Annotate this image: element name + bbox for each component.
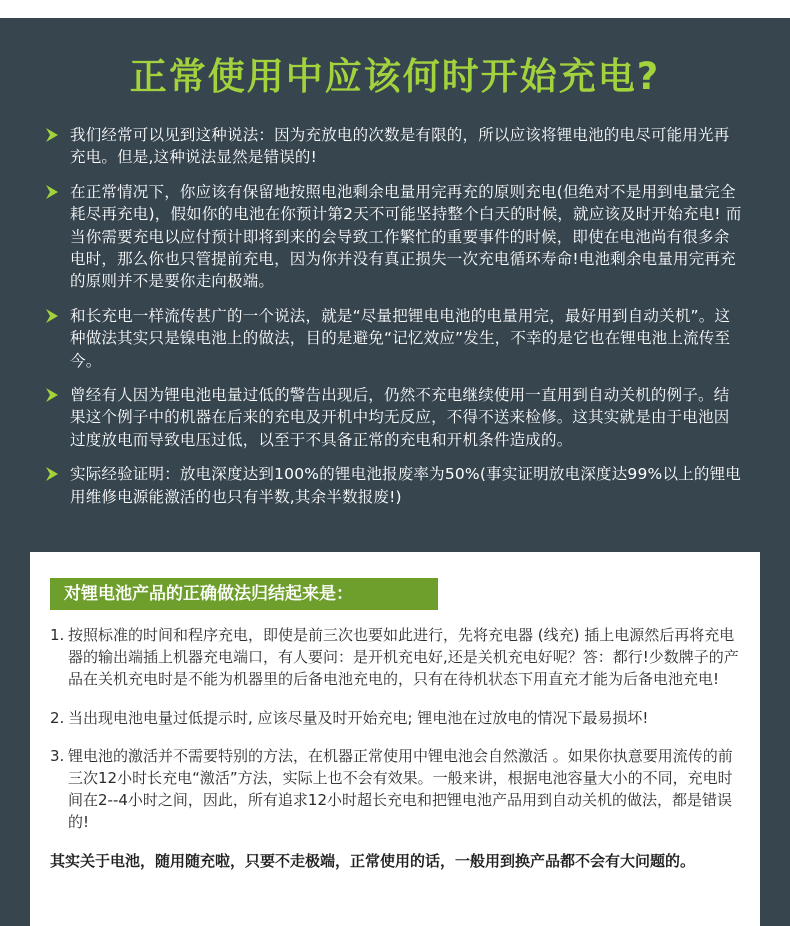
bullet-text: 实际经验证明：放电深度达到100%的锂电池报废率为50%(事实证明放电深度达99%以上的锂电用维修电源能激活的也只有半数,其余半数报废!) <box>70 465 741 506</box>
bullet-item <box>44 124 744 169</box>
bullet-text: 和长充电一样流传甚广的一个说法，就是“尽量把锂电电池的电量用完，最好用到自动关机”。这种做法其实只是镍电池上的做法，目的是避免“记忆效应”发生，不幸的是它也在锂电池上流传至今。 <box>70 306 731 370</box>
summary-card <box>30 552 760 926</box>
bullet-list <box>44 124 744 520</box>
bullet-item <box>44 384 744 451</box>
page-title: 正常使用中应该何时开始充电? <box>129 55 661 98</box>
green-chevron-arrow-icon <box>44 307 62 325</box>
bullet-item <box>44 305 744 372</box>
bullet-text: 在正常情况下，你应该有保留地按照电池剩余电量用完再充的原则充电(但绝对不是用到电量完全耗尽再充电)，假如你的电池在你预计第2天不可能坚持整个白天的时候，就应该及时开始充电! 而当你需要充电以应付预计即将到来的会导致工作繁忙的重要事件的时候，即使在电池尚有很多余电时，那么你也只管提前充电，因为你并没有真正损失一次充电循环寿命!电池剩余电量用完再充的原则并不是要你走向极端。 <box>70 182 742 291</box>
numbered-list <box>50 624 746 850</box>
numbered-item <box>50 707 746 729</box>
summary-text: 其实关于电池，随用随充啦，只要不走极端，正常使用的话，一般用到换产品都不会有大问题的。 <box>50 852 696 870</box>
bullet-text: 曾经有人因为锂电池电量过低的警告出现后，仍然不充电继续使用一直用到自动关机的例子。结果这个例子中的机器在后来的充电及开机中均无反应，不得不送来检修。这其实就是由于电池因过度放电而导致电压过低，以至于不具备正常的充电和开机条件造成的。 <box>70 386 730 449</box>
green-chevron-arrow-icon <box>44 465 62 483</box>
item-number: 1. <box>50 626 65 644</box>
numbered-item <box>50 745 746 834</box>
bullet-item <box>44 463 744 508</box>
numbered-item <box>50 624 746 691</box>
item-text: 当出现电池电量过低提示时, 应该尽量及时开始充电; 锂电池在过放电的情况下最易损坏! <box>68 708 649 727</box>
item-text: 锂电池的激活并不需要特别的方法，在机器正常使用中锂电池会自然激活 。如果你执意要用流传的前三次12小时长充电“激活”方法，实际上也不会有效果。一般来讲，根据电池容量大小的不同，充电时间在2--4小时之间，因此，所有追求12小时超长充电和把锂电池产品用到自动关机的做法，都是错误的! <box>68 746 733 832</box>
green-chevron-arrow-icon <box>44 386 62 404</box>
card-header: 对锂电池产品的正确做法归结起来是： <box>50 578 438 610</box>
green-chevron-arrow-icon <box>44 183 62 201</box>
item-number: 2. <box>50 708 65 727</box>
green-chevron-arrow-icon <box>44 126 62 144</box>
bullet-text: 我们经常可以见到这种说法：因为充放电的次数是有限的，所以应该将锂电池的电尽可能用光再充电。但是,这种说法显然是错误的! <box>70 126 730 167</box>
bullet-item <box>44 181 744 293</box>
item-text: 按照标准的时间和程序充电，即使是前三次也要如此进行，先将充电器 (线充) 插上电源然后再将充电器的输出端插上机器充电端口，有人要问：是开机充电好,还是关机充电好呢？答：都行!少数牌子的产品在关机充电时是不能为机器里的后备电池充电的，只有在待机状态下用直充才能为后备电池充电! <box>68 626 739 689</box>
item-number: 3. <box>50 746 65 765</box>
